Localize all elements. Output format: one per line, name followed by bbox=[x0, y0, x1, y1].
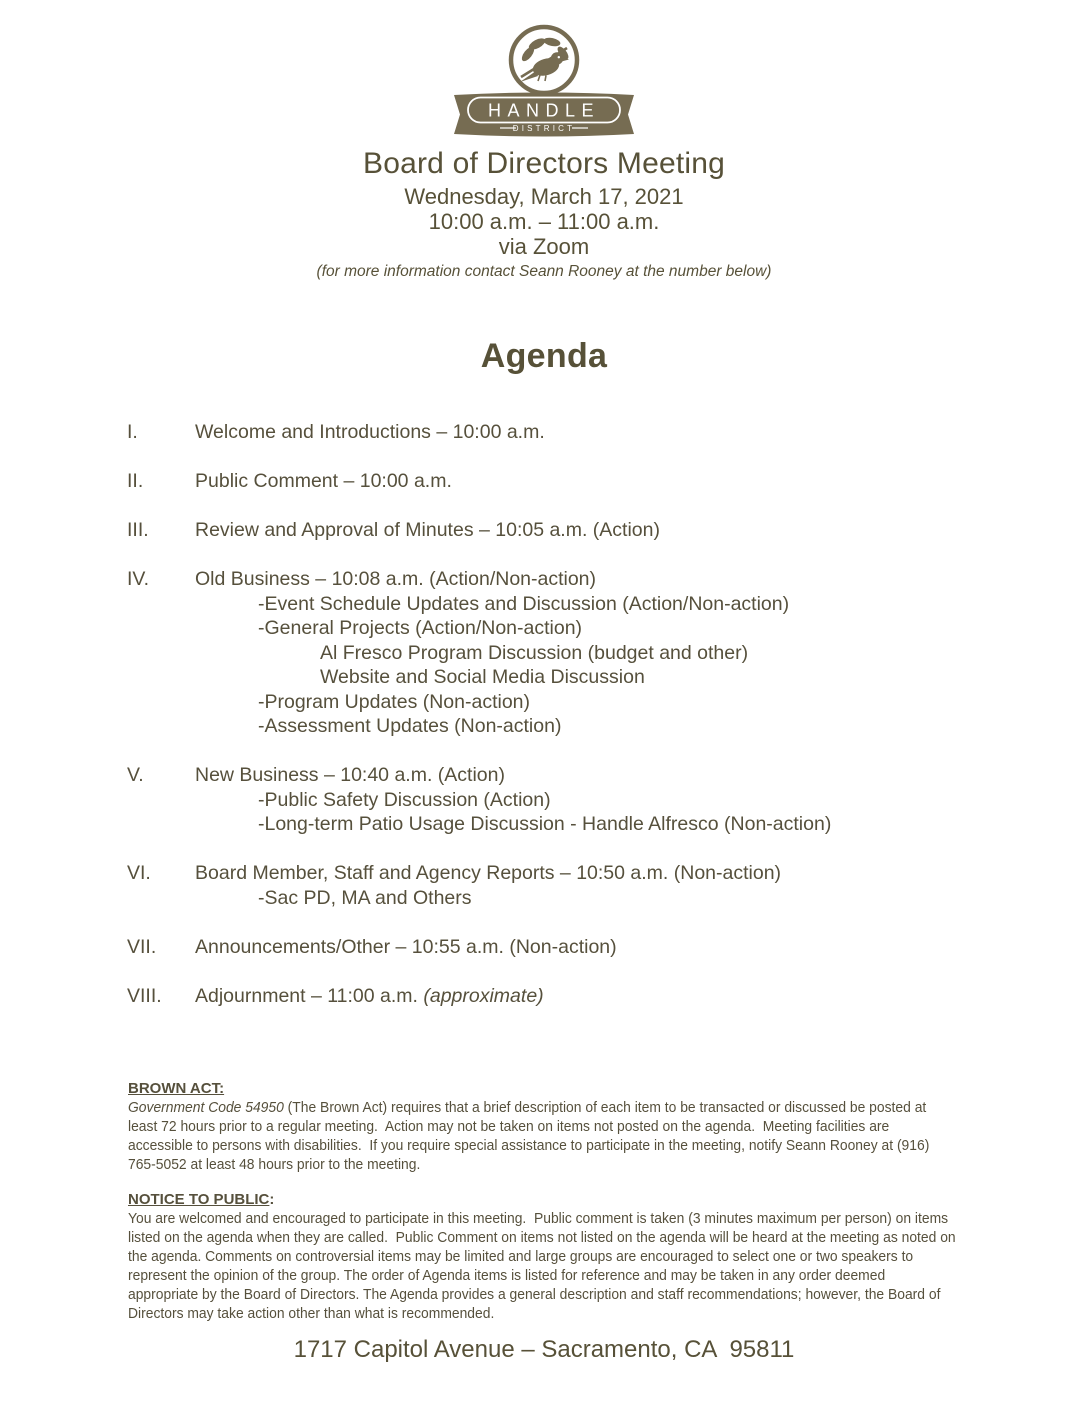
agenda-item-numeral: V. bbox=[127, 764, 144, 786]
notice-heading-colon: : bbox=[269, 1191, 275, 1208]
agenda-item-text: Welcome and Introductions – 10:00 a.m. bbox=[195, 421, 545, 443]
logo-banner bbox=[454, 93, 634, 137]
meeting-time: 10:00 a.m. – 11:00 a.m. bbox=[428, 209, 660, 234]
document-header bbox=[0, 0, 1088, 281]
agenda-subitem: -Long-term Patio Usage Discussion - Handle Alfresco (Non-action) bbox=[258, 813, 832, 835]
agenda-item-text: Review and Approval of Minutes – 10:05 a.m. (Action) bbox=[195, 519, 660, 541]
agenda-subitem: Al Fresco Program Discussion (budget and other) bbox=[320, 641, 749, 664]
brown-act-heading bbox=[128, 1080, 1088, 1097]
agenda-item-numeral: VI. bbox=[127, 862, 151, 884]
agenda-list bbox=[127, 420, 1088, 1008]
agenda-item-numeral: VII. bbox=[127, 935, 157, 958]
agenda-subitem: -Public Safety Discussion (Action) bbox=[258, 788, 551, 811]
brown-act-body-text: (The Brown Act) requires that a brief description of each item to be transacted or discussed be posted at least 72 hours prior to a regular meeting. Action may not be taken on items not posted on the agenda. Meeting facilities are accessible to persons with disabilities. If you require special assistance to participate in the meeting, notify Seann Rooney at (916) 765-5052 at least 48 hours prior to the meeting. bbox=[128, 1099, 934, 1173]
agenda-subitem: -Sac PD, MA and Others bbox=[258, 886, 472, 909]
agenda-item bbox=[127, 518, 1088, 543]
brown-act-heading-text: BROWN ACT: bbox=[128, 1080, 225, 1097]
agenda-item bbox=[127, 469, 1088, 494]
logo-banner-subtitle: DISTRICT bbox=[512, 124, 576, 133]
agenda-item-text: Adjournment – 11:00 a.m. (approximate) bbox=[195, 984, 544, 1007]
agenda-item-italic-note: (approximate) bbox=[423, 984, 544, 1007]
notice-heading-text: NOTICE TO PUBLIC bbox=[128, 1191, 270, 1208]
handle-district-logo bbox=[444, 22, 644, 140]
agenda-item-text: Announcements/Other – 10:55 a.m. (Non-action) bbox=[195, 935, 617, 958]
agenda-subitem: -Event Schedule Updates and Discussion (Action/Non-action) bbox=[258, 592, 790, 615]
legal-sections bbox=[128, 1080, 1088, 1323]
agenda-item bbox=[127, 935, 1088, 960]
agenda-item-text: Old Business – 10:08 a.m. (Action/Non-action) bbox=[195, 568, 597, 590]
agenda-subitem: -Program Updates (Non-action) bbox=[258, 690, 531, 713]
agenda-item bbox=[127, 420, 1088, 445]
footer-address: 1717 Capitol Avenue – Sacramento, CA 95811 bbox=[293, 1336, 795, 1363]
agenda-item bbox=[127, 763, 1088, 837]
agenda-item-numeral: II. bbox=[127, 470, 144, 492]
agenda-item-numeral: IV. bbox=[127, 568, 150, 590]
meeting-platform: via Zoom bbox=[498, 234, 590, 259]
agenda-item-numeral: III. bbox=[127, 519, 149, 541]
notice-to-public-section bbox=[128, 1191, 1088, 1323]
contact-note: (for more information contact Seann Rooney at the number below) bbox=[316, 263, 772, 280]
agenda-subitem: -Assessment Updates (Non-action) bbox=[258, 715, 562, 737]
page-title: Board of Directors Meeting bbox=[362, 147, 726, 180]
meeting-date: Wednesday, March 17, 2021 bbox=[404, 184, 684, 209]
agenda-item-text: Board Member, Staff and Agency Reports – 10:50 a.m. (Non-action) bbox=[195, 862, 782, 884]
agenda-item-text: Public Comment – 10:00 a.m. bbox=[195, 470, 452, 492]
logo-banner-title: HANDLE bbox=[487, 100, 601, 121]
notice-body: You are welcomed and encouraged to participate in this meeting. Public comment is taken (3 minutes maximum per person) on items listed on the agenda when they are called. Public Comment on items not listed on the agenda will be heard at the meeting as noted on the agenda. Comments on controversial items may be limited and large groups are encouraged to select one or two speakers to represent the opinion of the group. The order of Agenda items is listed for reference and may be taken in any order deemed appropriate by the Board of Directors. The Agenda provides a general description and staff recommendations; however, the Board of Directors may take action other than what is recommended. bbox=[128, 1210, 960, 1322]
agenda-item bbox=[127, 861, 1088, 910]
agenda-item-numeral: VIII. bbox=[127, 984, 162, 1007]
agenda-item-text: New Business – 10:40 a.m. (Action) bbox=[195, 764, 505, 786]
agenda-subitem: Website and Social Media Discussion bbox=[320, 666, 645, 688]
agenda-item bbox=[127, 984, 1088, 1009]
brown-act-code-reference: Government Code 54950 bbox=[128, 1099, 284, 1116]
agenda-item-numeral: I. bbox=[127, 421, 138, 443]
notice-heading bbox=[128, 1191, 1088, 1208]
agenda-heading: Agenda bbox=[480, 337, 608, 375]
agenda-subitem: -General Projects (Action/Non-action) bbox=[258, 617, 583, 639]
brown-act-section bbox=[128, 1080, 1088, 1174]
agenda-item bbox=[127, 567, 1088, 739]
bird-on-branch-icon bbox=[511, 27, 577, 93]
brown-act-body bbox=[128, 1098, 956, 1174]
